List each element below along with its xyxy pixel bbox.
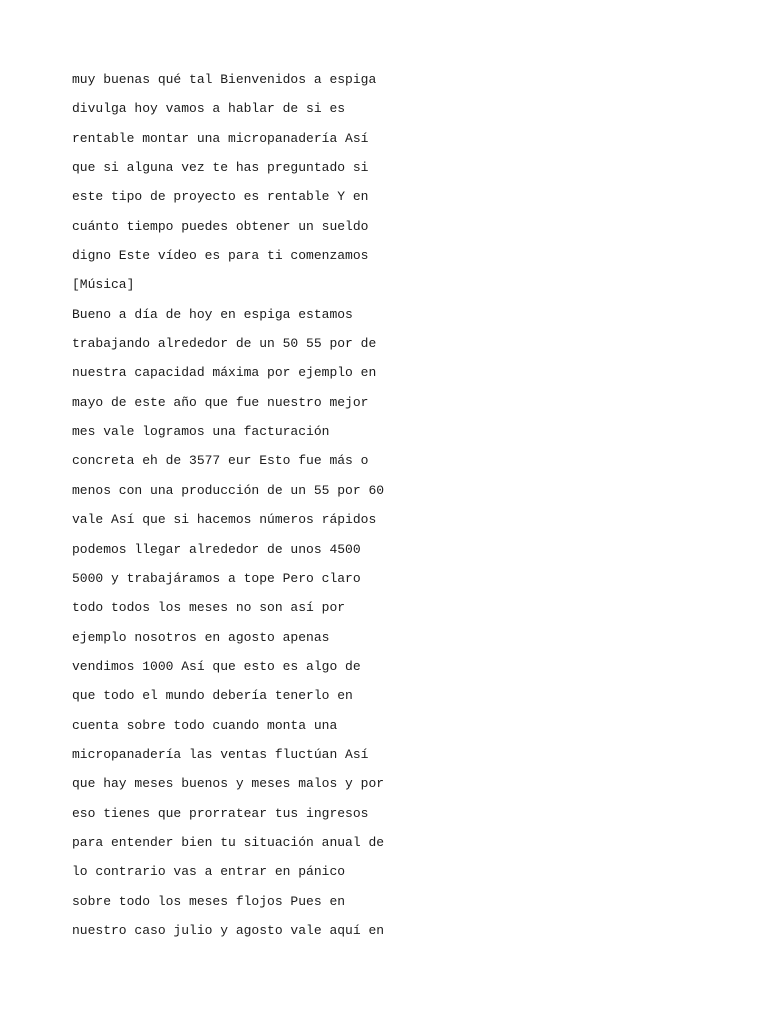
- transcript-line: vale Así que si hacemos números rápidos: [72, 512, 377, 528]
- transcript-line: divulga hoy vamos a hablar de si es: [72, 101, 346, 117]
- transcript-line: ejemplo nosotros en agosto apenas: [72, 629, 330, 645]
- transcript-line: lo contrario vas a entrar en pánico: [72, 864, 346, 880]
- transcript-line: eso tienes que prorratear tus ingresos: [72, 805, 369, 821]
- transcript-line: micropanadería las ventas fluctúan Así: [72, 746, 369, 762]
- transcript-line: mayo de este año que fue nuestro mejor: [72, 394, 369, 410]
- transcript-line: todo todos los meses no son así por: [72, 600, 346, 616]
- transcript-line: muy buenas qué tal Bienvenidos a espiga: [72, 72, 377, 87]
- transcript-line: [Música]: [72, 277, 135, 293]
- transcript-line: nuestro caso julio y agosto vale aquí en: [72, 922, 385, 938]
- transcript-line: concreta eh de 3577 eur Esto fue más o: [72, 453, 369, 469]
- transcript-line: rentable montar una micropanadería Así: [72, 130, 369, 146]
- transcript-line: sobre todo los meses flojos Pues en: [72, 893, 346, 909]
- transcript-line: este tipo de proyecto es rentable Y en: [72, 189, 369, 205]
- transcript-line: digno Este vídeo es para ti comenzamos: [72, 248, 369, 264]
- transcript-line: 5000 y trabajáramos a tope Pero claro: [72, 570, 361, 586]
- transcript-line: cuenta sobre todo cuando monta una: [72, 717, 338, 733]
- transcript-line: nuestra capacidad máxima por ejemplo en: [72, 365, 377, 381]
- transcript-line: Bueno a día de hoy en espiga estamos: [72, 306, 353, 322]
- transcript-line: trabajando alrededor de un 50 55 por de: [72, 336, 377, 352]
- transcript-line: mes vale logramos una facturación: [72, 424, 330, 440]
- transcript-line: para entender bien tu situación anual de: [72, 834, 385, 850]
- transcript-line: menos con una producción de un 55 por 60: [72, 482, 385, 498]
- transcript-line: cuánto tiempo puedes obtener un sueldo: [72, 218, 369, 234]
- transcript-line: que hay meses buenos y meses malos y por: [72, 776, 385, 792]
- transcript-line: vendimos 1000 Así que esto es algo de: [72, 658, 361, 674]
- transcript-line: que si alguna vez te has preguntado si: [72, 160, 369, 176]
- transcript-line: podemos llegar alrededor de unos 4500: [72, 541, 361, 557]
- transcript-line: que todo el mundo debería tenerlo en: [72, 688, 353, 704]
- transcript-text: [72, 65, 712, 945]
